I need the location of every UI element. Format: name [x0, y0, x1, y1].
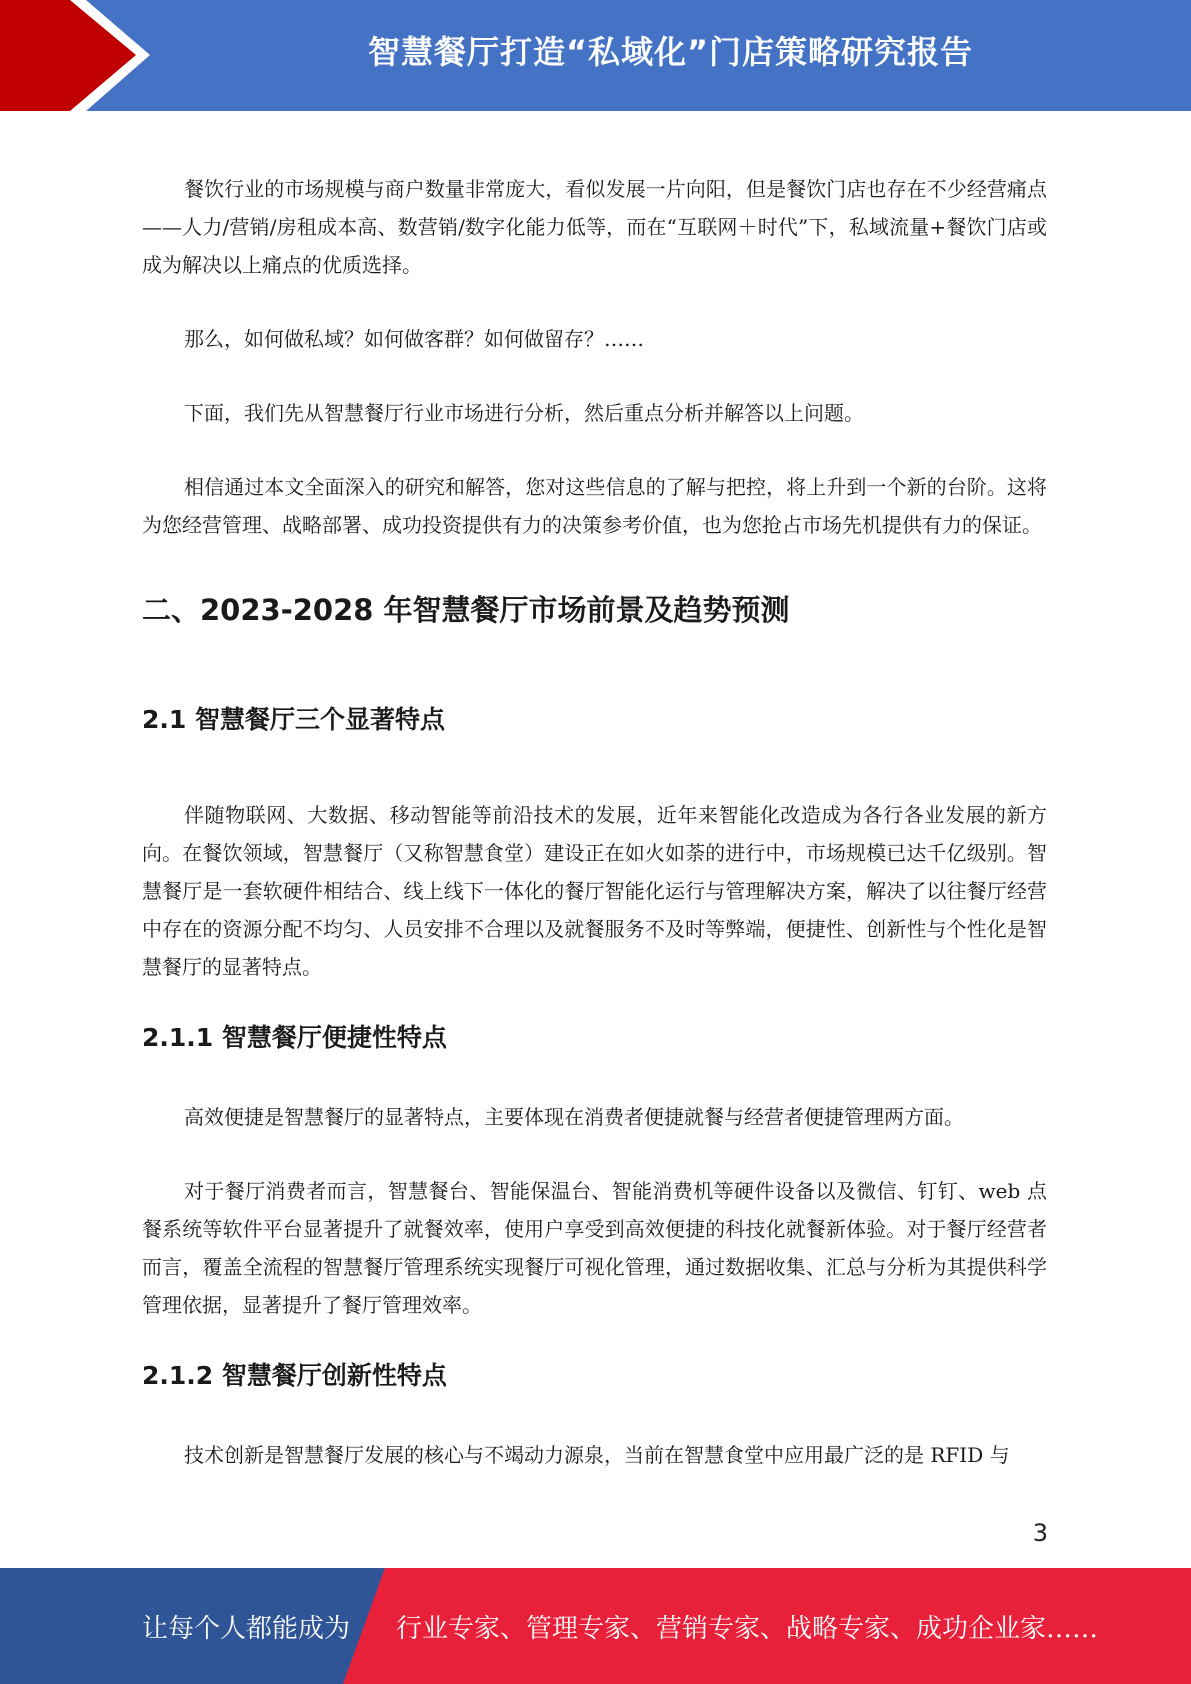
intro-paragraph-4: 相信通过本文全面深入的研究和解答，您对这些信息的了解与把控，将上升到一个新的台阶。这将为您经营管理、战略部署、成功投资提供有力的决策参考价值，也为您抢占市场先机提供有力的保证。: [142, 475, 1047, 537]
header-title: 智慧餐厅打造“私域化”门店策略研究报告: [367, 33, 974, 71]
section-2-1-heading: 2.1 智慧餐厅三个显著特点: [142, 705, 445, 734]
section-2-1-1-paragraph-1: 高效便捷是智慧餐厅的显著特点，主要体现在消费者便捷就餐与经营者便捷管理两方面。: [184, 1105, 964, 1129]
section-2-heading: 二、2023-2028 年智慧餐厅市场前景及趋势预测: [142, 593, 790, 627]
section-2-1-paragraph: 伴随物联网、大数据、移动智能等前沿技术的发展，近年来智能化改造成为各行各业发展的新方向。在餐饮领域，智慧餐厅（又称智慧食堂）建设正在如火如荼的进行中，市场规模已达千亿级别。智慧餐厅是一套软硬件相结合、线上线下一体化的餐厅智能化运行与管理解决方案，解决了以往餐厅经营中存在的资源分配不均匀、人员安排不合理以及就餐服务不及时等弊端，便捷性、创新性与个性化是智慧餐厅的显著特点。: [142, 803, 1047, 979]
section-2-1-2-paragraph: 技术创新是智慧餐厅发展的核心与不竭动力源泉，当前在智慧食堂中应用最广泛的是 RFID 与: [184, 1443, 1010, 1467]
footer-slogan-right: 行业专家、管理专家、营销专家、战略专家、成功企业家……: [396, 1613, 1099, 1644]
page-footer: [0, 1568, 1191, 1684]
intro-paragraph-2: 那么，如何做私域？如何做客群？如何做留存？……: [184, 327, 644, 351]
page-header: [0, 0, 1191, 111]
footer-slogan-left: 让每个人都能成为: [142, 1613, 351, 1644]
intro-paragraph-3: 下面，我们先从智慧餐厅行业市场进行分析，然后重点分析并解答以上问题。: [184, 401, 864, 425]
section-2-1-1-paragraph-2: 对于餐厅消费者而言，智慧餐台、智能保温台、智能消费机等硬件设备以及微信、钉钉、web 点餐系统等软件平台显著提升了就餐效率，使用户享受到高效便捷的科技化就餐新体验。对于餐厅经营者而言，覆盖全流程的智慧餐厅管理系统实现餐厅可视化管理，通过数据收集、汇总与分析为其提供科学管理依据，显著提升了餐厅管理效率。: [142, 1179, 1047, 1317]
section-2-1-2-heading: 2.1.2 智慧餐厅创新性特点: [142, 1361, 447, 1390]
document-body: [142, 170, 1047, 1474]
intro-paragraph-1: 餐饮行业的市场规模与商户数量非常庞大，看似发展一片向阳，但是餐饮门店也存在不少经营痛点——人力/营销/房租成本高、数营销/数字化能力低等，而在“互联网＋时代”下，私域流量+餐饮门店或成为解决以上痛点的优质选择。: [142, 177, 1047, 277]
page-number: 3: [1032, 1519, 1048, 1547]
section-2-1-1-heading: 2.1.1 智慧餐厅便捷性特点: [142, 1023, 447, 1052]
